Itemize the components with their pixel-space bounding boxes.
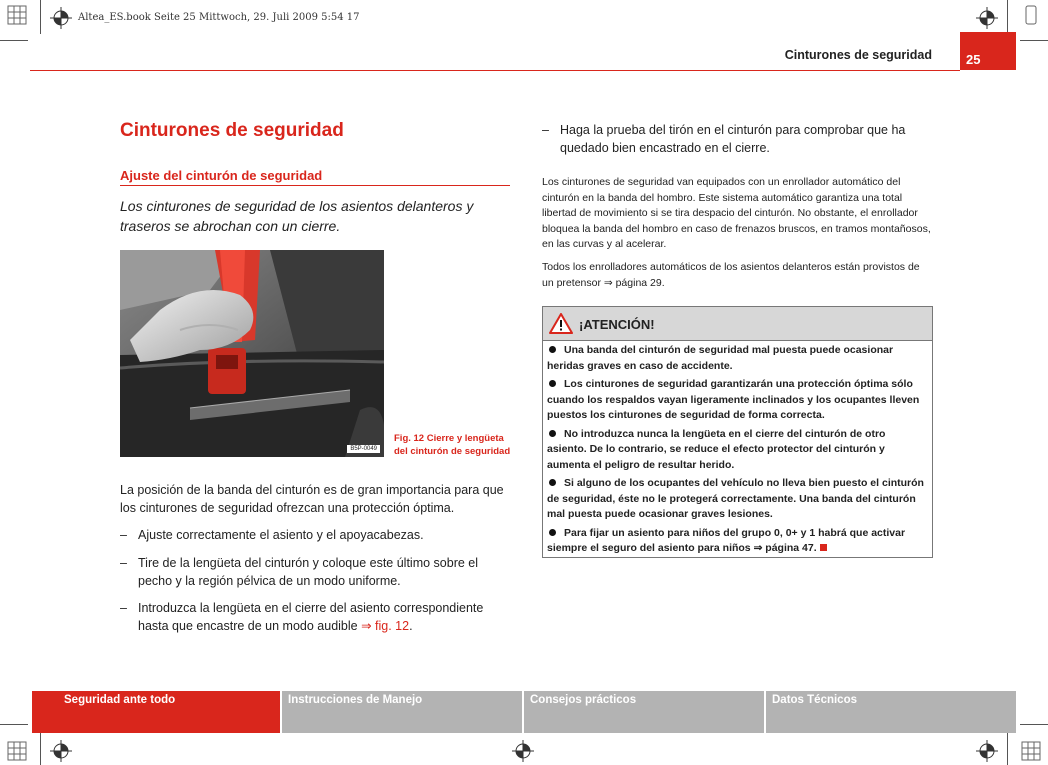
registration-mark-icon	[976, 740, 998, 762]
color-bar-icon	[6, 4, 28, 26]
warning-title: ¡ATENCIÓN!	[579, 317, 655, 332]
footer-nav	[32, 691, 1016, 733]
header-rule	[30, 70, 960, 71]
subtitle-rule	[120, 185, 510, 186]
registration-mark-icon	[50, 7, 72, 29]
figure-link[interactable]: ⇒ fig. 12	[361, 619, 410, 633]
color-bar-icon	[6, 740, 28, 762]
crop-mark	[0, 724, 28, 725]
bullet-icon	[549, 380, 556, 387]
figure-caption: Fig. 12 Cierre y lengüeta del cinturón de seguridad	[394, 433, 511, 457]
crop-mark	[1020, 40, 1048, 41]
color-bar-icon	[1020, 4, 1042, 26]
bullet-icon	[549, 479, 556, 486]
warning-list	[543, 341, 932, 557]
crop-mark	[40, 0, 41, 34]
warning-item: No introduzca nunca la lengüeta en el cierre del cinturón de otro asiento. De lo contrario, se reduce el efecto protector del cinturón y aumenta el peligro de resultar herido.	[547, 427, 886, 471]
warning-item: Para fijar un asiento para niños del grupo 0, 0+ y 1 habrá que activar siempre el seguro del asiento para niños ⇒ página 47.	[547, 526, 906, 554]
instruction-step	[120, 599, 510, 635]
instruction-step: – Tire de la lengüeta del cinturón y coloque este último sobre el pecho y la región pélvica de un modo uniforme.	[120, 554, 510, 590]
running-header: Cinturones de seguridad	[784, 48, 932, 62]
crop-mark	[40, 731, 41, 765]
bullet-icon	[549, 529, 556, 536]
page-number: 25	[960, 32, 1016, 70]
paragraph: Todos los enrolladores automáticos de los asientos delanteros están provistos de un pretensor ⇒ página 29.	[542, 261, 920, 289]
instruction-step: – Haga la prueba del tirón en el cinturón para comprobar que ha quedado bien encastrado en el cierre.	[542, 121, 932, 157]
print-slug: Altea_ES.book Seite 25 Mittwoch, 29. Juli 2009 5:54 17	[78, 12, 360, 23]
figure-code: B5P-0049	[347, 445, 380, 453]
end-mark-icon	[820, 544, 827, 551]
color-bar-icon	[1020, 740, 1042, 762]
footer-tab-consejos[interactable]: Consejos prácticos	[524, 691, 766, 733]
section-subtitle: Ajuste del cinturón de seguridad	[120, 168, 323, 183]
seatbelt-photo	[120, 250, 384, 457]
crop-mark	[0, 40, 28, 41]
warning-item: Si alguno de los ocupantes del vehículo no lleva bien puesto el cinturón de seguridad, éste no le protegerá correctamente. Una banda del cinturón mal puesta puede ocasionar graves lesiones.	[547, 477, 924, 520]
registration-mark-icon	[512, 740, 534, 762]
footer-tab-instrucciones[interactable]: Instrucciones de Manejo	[282, 691, 524, 733]
paragraph: La posición de la banda del cinturón es de gran importancia para que los cinturones de seguridad ofrezcan una protección óptima.	[120, 483, 504, 515]
bullet-icon	[549, 430, 556, 437]
warning-box	[542, 306, 933, 558]
warning-item: Una banda del cinturón de seguridad mal puesta puede ocasionar heridas graves en caso de accidente.	[547, 344, 894, 372]
crop-mark	[1007, 0, 1008, 34]
bullet-icon	[549, 346, 556, 353]
footer-tab-datos[interactable]: Datos Técnicos	[766, 691, 1016, 733]
crop-mark	[1007, 731, 1008, 765]
instruction-step: – Ajuste correctamente el asiento y el apoyacabezas.	[120, 526, 510, 544]
warning-item: Los cinturones de seguridad garantizarán una protección óptima sólo cuando los respaldos vayan ligeramente inclinados y los ocupantes lleven puestos los cinturones de seguridad de forma correcta.	[547, 378, 920, 421]
step-end: .	[409, 619, 413, 633]
footer-tab-seguridad[interactable]: Seguridad ante todo	[32, 691, 282, 733]
page-title: Cinturones de seguridad	[120, 120, 344, 141]
warning-header	[543, 307, 932, 341]
registration-mark-icon	[976, 7, 998, 29]
crop-mark	[1020, 724, 1048, 725]
warning-triangle-icon	[549, 313, 573, 334]
lead-text: Los cinturones de seguridad de los asientos delanteros y traseros se abrochan con un cierre.	[120, 198, 474, 234]
registration-mark-icon	[50, 740, 72, 762]
step-text: Introduzca la lengüeta en el cierre del asiento correspondiente hasta que encastre de un modo audible	[138, 601, 484, 633]
paragraph: Los cinturones de seguridad van equipados con un enrollador automático del cinturón en la banda del hombro. Este sistema automático garantiza una total libertad de movimiento si se tira despacio del cinturón. No obstante, el enrollador bloquea la banda del hombro en caso de frenazos bruscos, en tramos montañosos, en las curvas y al acelerar.	[542, 176, 931, 250]
